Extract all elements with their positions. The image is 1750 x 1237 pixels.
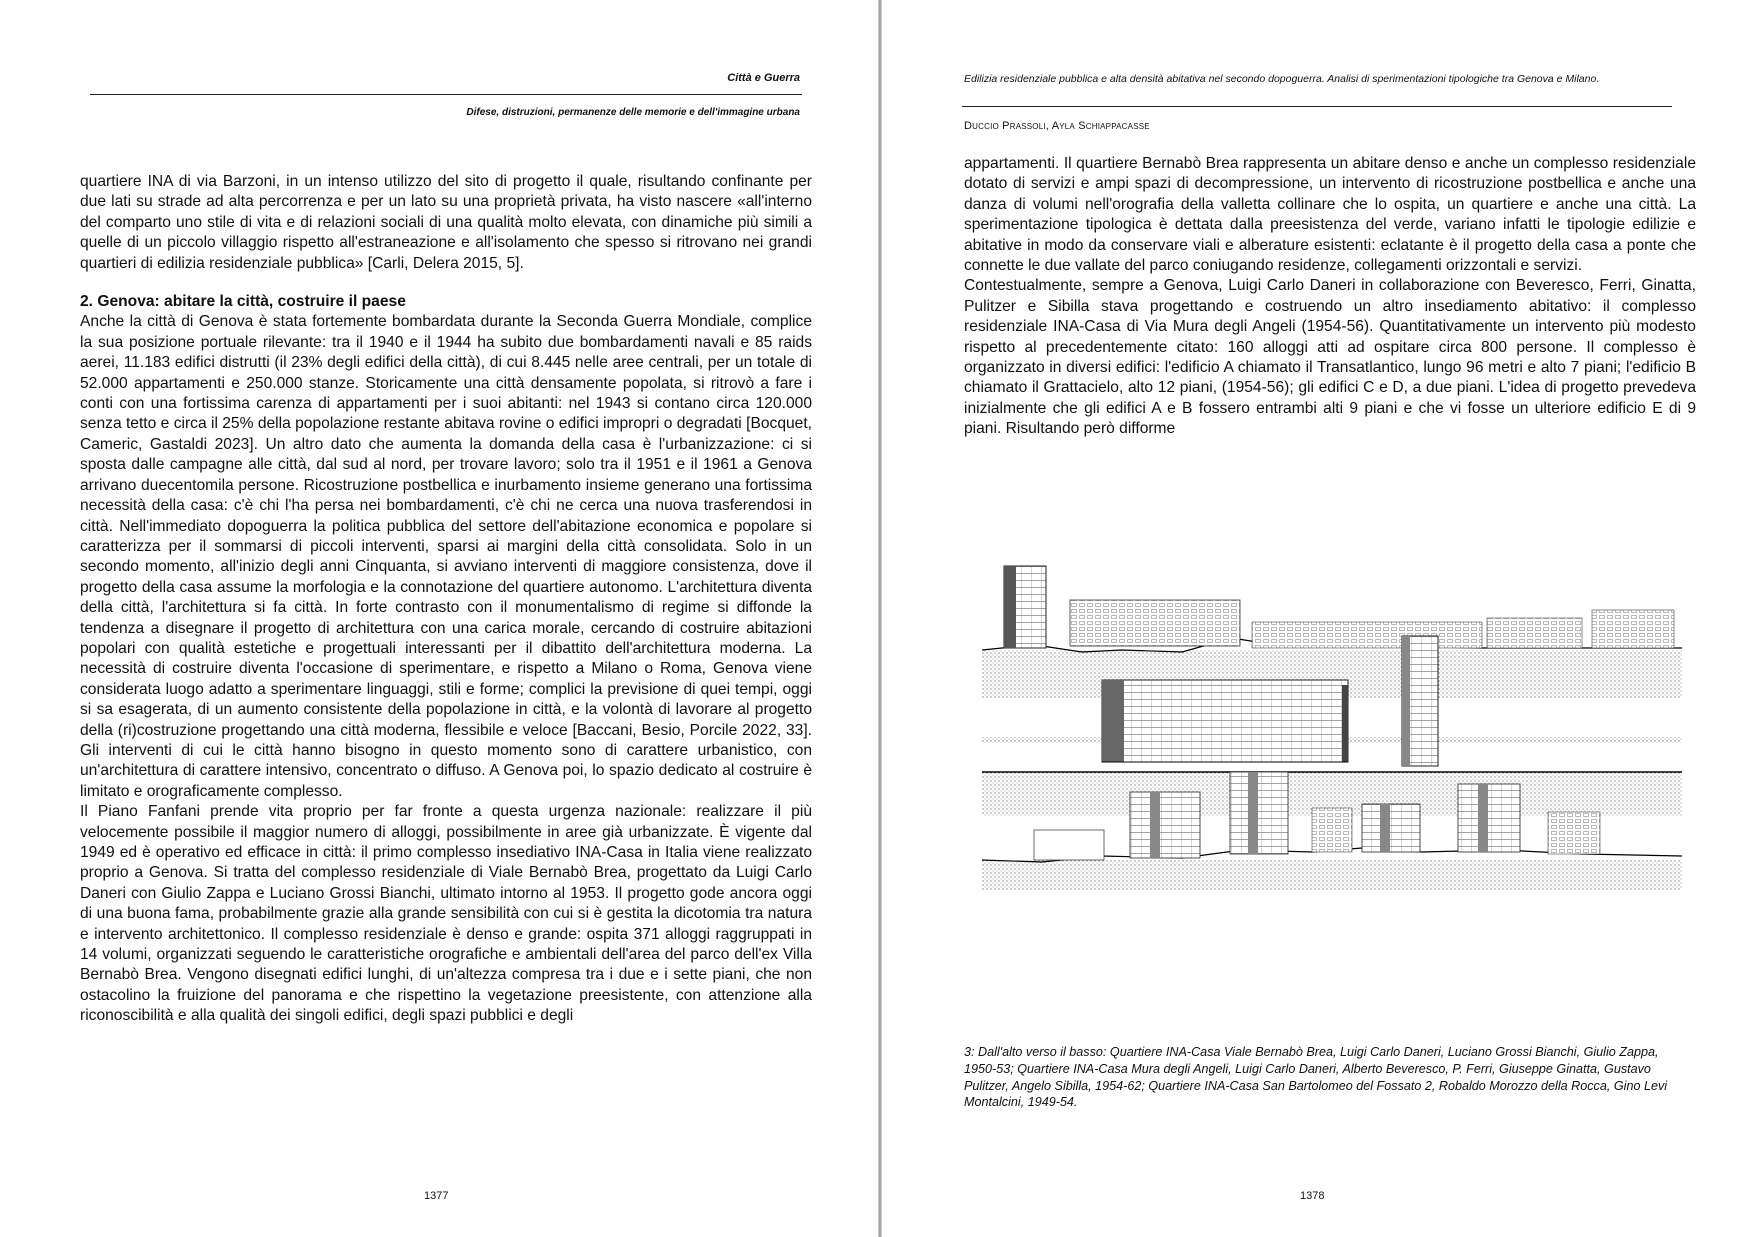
paragraph: Anche la città di Genova è stata fortemente bombardata durante la Seconda Guerra Mondiale, complice la sua posizione portuale rilevante: tra il 1940 e il 1944 ha subito due bombardamenti navali e 85 raids aerei, 11.183 edifici distrutti (il 23% degli edifici della città), di cui 8.445 nelle aree centrali, per un totale di 52.000 appartamenti e 250.000 stanze. Storicamente una città densamente popolata, si ritrovò a fare i conti con una fortissima carenza di appartamenti per i suoi abitanti: nel 1943 si contano circa 120.000 senza tetto e circa il 25% della popolazione restante abitava rovine o edifici impropri o degradati [Bocquet, Cameric, Gastaldi 2023]. Un altro dato che aumenta la domanda della casa è l'urbanizzazione: ci si sposta dalle campagne alle città, dal sud al nord, per trovare lavoro; solo tra il 1951 e il 1961 a Genova arrivano duecentomila persone. Ricostruzione postbellica e inurbamento insieme generano una fortissima necessità della casa: c'è chi l'ha persa nei bombardamenti, c'è chi ne cerca una nuova trasferendosi in città. Nell'immediato dopoguerra la politica pubblica del settore dell'abitazione economica e popolare si caratterizza per il sommarsi di piccoli interventi, sparsi ai margini della città consolidata. Solo in un secondo momento, all'inizio degli anni Cinquanta, si avviano interventi di maggiore consistenza, dove il progetto della casa assume la morfologia e la connotazione del quartiere autonomo. L'architettura diventa della città, l'architettura si fa città. In forte contrasto con il monumentalismo di regime si diffonde la tendenza a disegnare il progetto di architettura con una carica morale, cercando di costruire abitazioni popolari con qualità estetiche e progettuali interessanti per il dibattito dell'architettura moderna. La necessità di costruire diventa l'occasione di sperimentare, e rispetto a Milano o Roma, Genova viene considerata luogo adatto a sperimentare linguaggi, stili e forme; complici la previsione di quei tempi, oggi si sa esagerata, di un aumento consistente della popolazione in città, e la volontà di lavorare al progetto della (ri)costruzione progettando una città moderna, flessibile e veloce [Baccani, Besio, Porcile 2022, 33]. Gli interventi di cui le città hanno bisogno in questo momento sono di carattere urbanistico, con un'architettura di carattere intensivo, concentrato o diffuso. A Genova poi, lo spazio dedicato al costruire è limitato e orograficamente complesso. (80, 313, 812, 800)
left-body-text (80, 172, 812, 1027)
elevation-drawings (982, 560, 1682, 1000)
page-number: 1377 (424, 1190, 449, 1202)
elevation-bernabo-brea (982, 566, 1682, 698)
paragraph: appartamenti. Il quartiere Bernabò Brea rappresenta un abitare denso e anche un complesso residenziale dotato di servizi e ampi spazi di decompressione, un intervento di ricostruzione postbellica e anche una danza di volumi nell'orografia della valletta collinare che lo ospita, un quartiere e anche una città. La sperimentazione tipologica è dettata dalla preesistenza del verde, variano infatti le tipologie edilizie e abitative in modo da conservare viali e alberature esistenti: eclatante è il progetto della casa a ponte che connette le due vallate del parco coniugando residenze, collegamenti orizzontali e servizi. (964, 155, 1696, 275)
authors-text: Duccio Prassoli, Ayla Schiappacasse (964, 120, 1150, 132)
authors (964, 120, 1150, 132)
running-title: Edilizia residenziale pubblica e alta densità abitativa nel secondo dopoguerra. Analisi di sperimentazioni tipologiche tra Genova e Milano. (964, 73, 1600, 85)
right-page (882, 0, 1750, 1237)
running-subtitle: Difese, distruzioni, permanenze delle memorie e dell'immagine urbana (466, 107, 800, 118)
paragraph: quartiere INA di via Barzoni, in un intenso utilizzo del sito di progetto il quale, risultando confinante per due lati su strade ad alta percorrenza e per un lato su una proprietà privata, ha visto nascere «all'interno del comparto uno stile di vita e di relazioni sociali di una qualità molto elevata, con dinamiche più simili a quelle di un piccolo villaggio rispetto all'estraneazione e all'isolamento che spesso si ritrovano nei grandi quartieri di edilizia residenziale pubblica» [Carli, Delera 2015, 5]. (80, 173, 812, 272)
section-heading: 2. Genova: abitare la città, costruire il paese (80, 293, 406, 311)
running-title: Città e Guerra (727, 72, 800, 84)
figure-caption: 3: Dall'alto verso il basso: Quartiere INA-Casa Viale Bernabò Brea, Luigi Carlo Daneri, Luciano Grossi Bianchi, Giulio Zappa, 1950-53; Quartiere INA-Casa Mura degli Angeli, Luigi Carlo Daneri, Alberto Beveresco, P. Ferri, Giuseppe Ginatta, Gustavo Pulitzer, Angelo Sibilla, 1954-62; Quartiere INA-Casa San Bartolomeo del Fossato 2, Robaldo Morozzo della Rocca, Gino Levi Montalcini, 1949-54. (964, 1045, 1668, 1110)
header-rule (90, 94, 802, 95)
figure-elevations (982, 560, 1682, 1000)
paragraph: Il Piano Fanfani prende vita proprio per far fronte a questa urgenza nazionale: realizzare il più velocemente possibile il maggior numero di alloggi, possibilmente in aree già urbanizzate. È vigente dal 1949 ed è operativo ed efficace in città: il primo complesso insediativo INA-Casa in Italia viene realizzato proprio a Genova. Si tratta del complesso residenziale di Viale Bernabò Brea, progettato da Luigi Carlo Daneri con Giulio Zappa e Luciano Grossi Bianchi, ultimato intorno al 1953. Il progetto gode ancora oggi di una buona fama, probabilmente grazie alla grande sensibilità con cui si è gestita la dicotomia tra natura e intervento architettonico. Il complesso residenziale è denso e grande: ospita 371 alloggi raggruppati in 14 volumi, organizzati seguendo le caratteristiche orografiche e ambientali dell'area del parco dell'ex Villa Bernabò Brea. Vengono disegnati edifici lunghi, di un'altezza compresa tra i due e i sette piani, che non ostacolino la fruizione del panorama e che rispettino la vegetazione preesistente, con attenzione alla riconoscibilità e alla qualità dei singoli edifici, degli spazi pubblici e degli (80, 803, 812, 1025)
right-body-text (964, 154, 1696, 440)
paragraph: Contestualmente, sempre a Genova, Luigi Carlo Daneri in collaborazione con Beveresco, Ferri, Ginatta, Pulitzer e Sibilla stava progettando e costruendo un altro insediamento abitativo: il complesso residenziale INA-Casa di Via Mura degli Angeli (1954-56). Quantitativamente un intervento più modesto rispetto al precedentemente citato: 160 alloggi atti ad ospitare circa 800 persone. Il complesso è organizzato in diversi edifici: l'edificio A chiamato il Transatlantico, lungo 96 metri e alto 7 piani; l'edificio B chiamato il Grattacielo, alto 12 piani, (1954-56); gli edifici C e D, a due piani. L'idea di progetto prevedeva inizialmente che gli edifici A e B fossero entrambi alti 9 piani e che vi fosse un ulteriore edificio E di 9 piani. Risultando però difforme (964, 277, 1696, 438)
header-rule (962, 106, 1672, 107)
page-number: 1378 (1300, 1190, 1325, 1202)
